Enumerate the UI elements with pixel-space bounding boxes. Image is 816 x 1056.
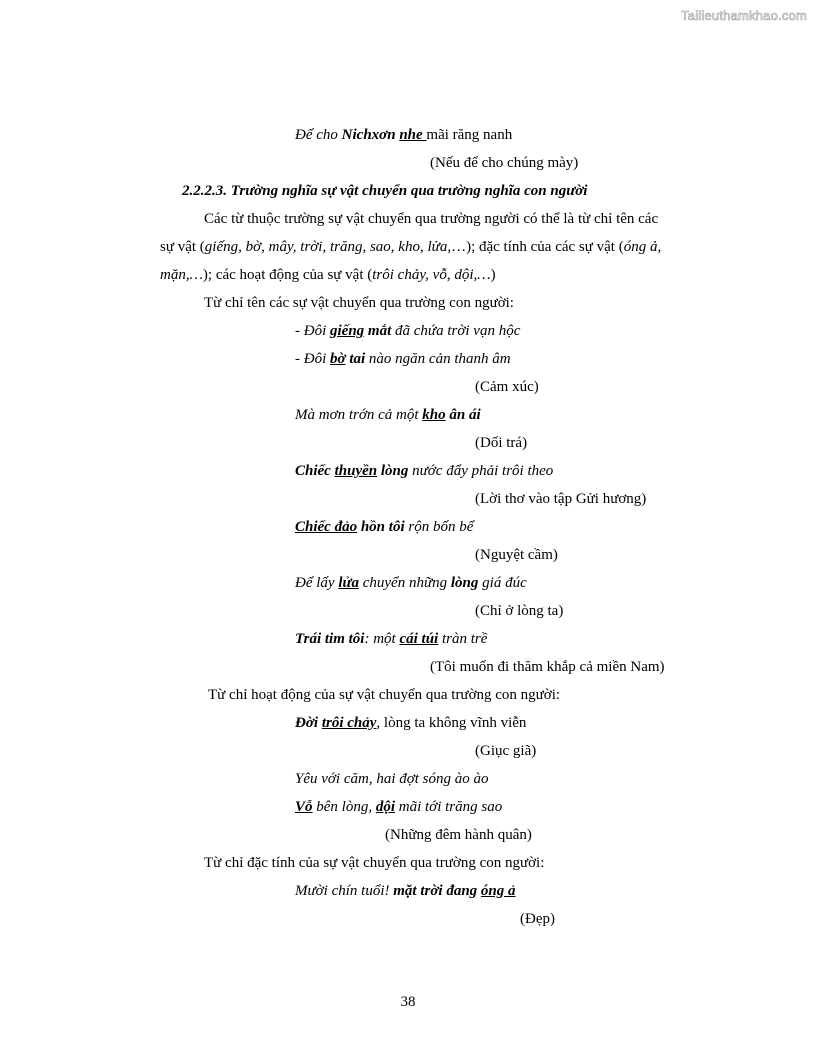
text-segment: (Những đêm hành quân) xyxy=(385,827,532,843)
text-segment: (Cảm xúc) xyxy=(475,379,539,395)
text-line xyxy=(475,378,539,396)
text-segment: Nichxơn xyxy=(341,127,400,143)
text-segment: óng ả, xyxy=(623,239,662,255)
text-segment: ân ái xyxy=(445,407,481,423)
text-segment: Từ chỉ tên các sự vật chuyển qua trường con người: xyxy=(204,295,514,311)
text-line xyxy=(204,294,514,312)
text-segment: bờ xyxy=(330,351,346,367)
text-segment: sự vật ( xyxy=(160,239,205,255)
text-segment: (Giục giã) xyxy=(475,743,537,759)
text-line xyxy=(430,658,665,676)
text-segment: óng ả xyxy=(480,883,516,899)
text-segment: (Lời thơ vào tập Gửi hương) xyxy=(475,491,647,507)
text-segment: giá đúc xyxy=(478,575,527,591)
text-segment: mặt trời đang xyxy=(393,883,481,899)
text-segment: Mà mơn trớn cả một xyxy=(295,407,423,423)
text-segment: nào ngăn cản thanh âm xyxy=(365,351,511,367)
text-line xyxy=(295,462,553,480)
text-line xyxy=(295,350,511,368)
text-line xyxy=(295,882,516,900)
text-segment: ,…); đặc tính của các sự vật ( xyxy=(447,239,624,255)
text-segment: chuyển những xyxy=(358,575,451,591)
text-segment: Vỗ xyxy=(295,799,313,815)
text-segment: ) xyxy=(490,267,496,283)
text-line xyxy=(295,630,487,648)
text-segment: Đời xyxy=(295,715,322,731)
text-line xyxy=(295,770,489,788)
text-segment: Chiếc đảo xyxy=(295,519,358,535)
text-line xyxy=(160,266,496,284)
text-segment: (Nếu để cho chúng mày) xyxy=(430,155,579,171)
text-line xyxy=(520,910,555,928)
text-line xyxy=(295,126,512,144)
text-segment: giếng xyxy=(330,323,365,339)
text-segment: kho xyxy=(422,407,446,423)
text-segment: Mười chín tuổi! xyxy=(295,883,394,899)
text-segment: cái túi xyxy=(399,631,439,647)
text-segment: (Chỉ ở lòng ta) xyxy=(475,603,564,619)
text-segment: Để lấy xyxy=(295,575,339,591)
watermark: Tailieuthamkhao.com xyxy=(681,8,807,23)
text-segment: hồn tôi xyxy=(357,519,405,535)
text-segment: trôi chảy xyxy=(321,715,377,731)
text-line xyxy=(295,798,502,816)
text-segment: dội xyxy=(375,799,396,815)
text-line xyxy=(204,854,544,872)
text-segment: nước đẩy phải trôi theo xyxy=(408,463,554,479)
text-segment: nhe xyxy=(399,127,427,143)
text-segment: lòng xyxy=(450,575,479,591)
text-segment: (Tôi muốn đi thăm khắp cả miền Nam) xyxy=(430,659,665,675)
text-segment: lửa xyxy=(338,575,359,591)
text-line xyxy=(182,182,587,200)
text-line xyxy=(475,546,558,564)
text-line xyxy=(475,602,563,620)
text-line xyxy=(208,686,560,704)
text-line xyxy=(295,574,527,592)
text-segment: (Đẹp) xyxy=(520,911,555,927)
text-segment: Từ chỉ hoạt động của sự vật chuyển qua trường con người: xyxy=(208,687,561,703)
text-segment: mãi tới trăng sao xyxy=(395,799,503,815)
text-line xyxy=(475,742,536,760)
text-line xyxy=(475,434,527,452)
text-line xyxy=(204,210,658,228)
text-line xyxy=(385,826,532,844)
text-line xyxy=(295,714,526,732)
text-segment: (Dối trá) xyxy=(475,435,528,451)
text-segment: bên lòng, xyxy=(312,799,376,815)
text-segment: đã chứa trời vạn hộc xyxy=(391,323,521,339)
text-segment: rộn bốn bể xyxy=(404,519,474,535)
text-segment: Để cho xyxy=(295,127,342,143)
text-segment: thuyền xyxy=(334,463,378,479)
text-line xyxy=(430,154,578,172)
text-segment: tai xyxy=(345,351,366,367)
text-line xyxy=(295,406,481,424)
text-segment: lòng xyxy=(377,463,409,479)
text-segment: mãi răng nanh xyxy=(426,127,513,143)
text-segment: 2.2.2.3. Trường nghĩa sự vật chuyển qua trường nghĩa con người xyxy=(182,183,588,199)
text-segment: - Đôi xyxy=(295,351,330,367)
text-segment: Các từ thuộc trường sự vật chuyển qua trường người có thể là từ chỉ tên các xyxy=(204,211,659,227)
text-segment: Từ chỉ đặc tính của sự vật chuyển qua trường con người: xyxy=(204,855,545,871)
text-segment: (Nguyệt cầm) xyxy=(475,547,558,563)
text-segment: Trái tim tôi xyxy=(295,631,365,647)
text-segment: , lòng ta không vĩnh viễn xyxy=(376,715,527,731)
text-segment: mặn,… xyxy=(160,267,203,283)
text-segment: Chiếc xyxy=(295,463,335,479)
text-segment: - Đôi xyxy=(295,323,330,339)
text-segment: trôi chảy, vỗ, dội,… xyxy=(372,267,491,283)
text-line xyxy=(475,490,646,508)
text-line xyxy=(295,322,520,340)
text-line xyxy=(295,518,473,536)
text-segment: giếng, bờ, mây, trời, trăng, sao, kho, lửa xyxy=(204,239,448,255)
text-segment: tràn trề xyxy=(438,631,488,647)
text-segment: : một xyxy=(364,631,400,647)
text-line xyxy=(160,238,661,256)
page-number: 38 xyxy=(400,994,416,1010)
text-segment: ); các hoạt động của sự vật ( xyxy=(202,267,373,283)
text-segment: mắt xyxy=(364,323,392,339)
text-segment: Yêu với căm, hai đợt sóng ào ào xyxy=(295,771,489,787)
